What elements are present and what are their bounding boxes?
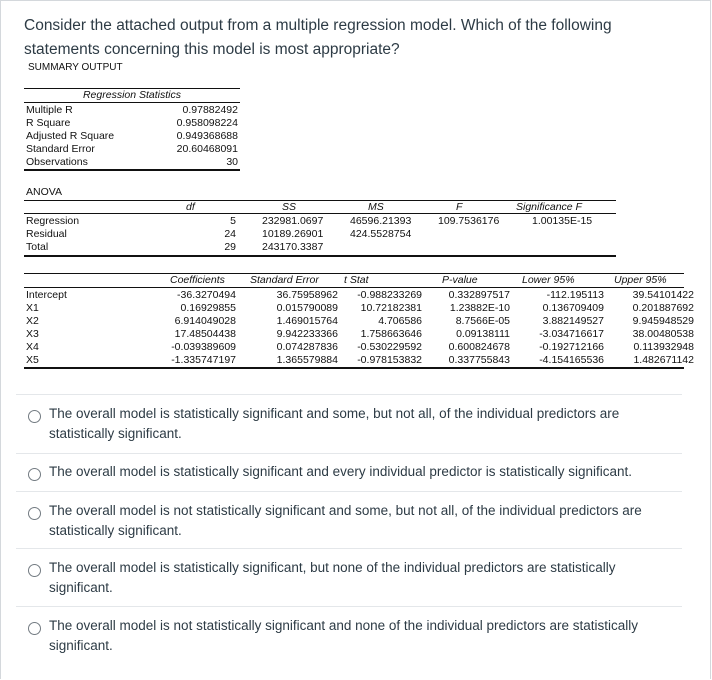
rule (24, 255, 616, 257)
coef-cell: 0.600824678 (448, 341, 510, 353)
coef-cell: 8.7566E-05 (455, 315, 510, 327)
coef-header: Upper 95% (614, 274, 667, 286)
coef-row-label: X2 (26, 315, 39, 327)
coef-header: P-value (442, 274, 478, 286)
coef-cell: 17.48504438 (174, 328, 236, 340)
radio-icon[interactable] (28, 507, 41, 520)
stat-value: 30 (226, 156, 238, 168)
coef-cell: 1.365579884 (276, 354, 338, 366)
coef-cell: 0.074287836 (276, 341, 338, 353)
radio-icon[interactable] (28, 622, 41, 635)
anova-ms: 424.5528754 (350, 228, 412, 240)
radio-icon[interactable] (28, 468, 41, 481)
coef-header: Standard Error (250, 274, 319, 286)
anova-row-label: Regression (26, 215, 80, 227)
coef-cell: -1.335747197 (171, 354, 236, 366)
stat-label: R Square (26, 117, 71, 129)
coef-cell: 0.015790089 (276, 302, 338, 314)
coef-cell: 1.23882E-10 (449, 302, 510, 314)
stat-label: Adjusted R Square (26, 130, 115, 142)
anova-f: 109.7536176 (438, 215, 500, 227)
coef-header: t Stat (344, 274, 369, 286)
question-text: Consider the attached output from a multiple regression model. Which of the following statements concerning this model is most appropriate? (24, 17, 612, 58)
coef-cell: -36.3270494 (177, 289, 236, 301)
coef-cell: 39.54101422 (632, 289, 694, 301)
anova-title: ANOVA (26, 186, 62, 198)
radio-icon[interactable] (28, 410, 41, 423)
answer-option[interactable] (16, 606, 682, 669)
stat-value: 0.97882492 (182, 104, 238, 116)
coef-cell: 38.00480538 (632, 328, 694, 340)
anova-sig: 1.00135E-15 (532, 215, 593, 227)
answer-option[interactable] (16, 548, 682, 607)
coef-cell: 36.75958962 (276, 289, 338, 301)
rule (24, 213, 616, 214)
coef-cell: 0.113932948 (633, 341, 694, 353)
answer-option[interactable] (16, 491, 682, 549)
stat-label: Observations (26, 156, 88, 168)
anova-header-significance: Significance F (516, 201, 582, 213)
coef-cell: 1.758663646 (360, 328, 422, 340)
stat-value: 20.60468091 (176, 143, 238, 155)
coef-cell: 6.914049028 (174, 315, 236, 327)
answer-option-label: The overall model is statistically significant, but none of the individual predictors are statistically significant. (49, 560, 616, 595)
answer-option-label: The overall model is statistically significant and every individual predictor is statistically significant. (49, 464, 632, 479)
radio-icon[interactable] (28, 564, 41, 577)
coef-cell: -0.988233269 (357, 289, 422, 301)
anova-df: 24 (224, 228, 236, 240)
coef-cell: -3.034716617 (539, 328, 604, 340)
anova-df: 5 (230, 215, 236, 227)
coef-cell: 0.09138111 (456, 328, 510, 340)
anova-df: 29 (224, 241, 236, 253)
coef-cell: 9.942233366 (276, 328, 338, 340)
coef-cell: 9.945948529 (632, 315, 694, 327)
coef-row-label: X5 (26, 354, 39, 366)
stat-value: 0.949368688 (176, 130, 238, 142)
rule (24, 169, 240, 171)
coef-cell: -4.154165536 (539, 354, 604, 366)
stat-label: Multiple R (26, 104, 73, 116)
coef-cell: 10.72182381 (360, 302, 422, 314)
coef-cell: -0.530229592 (357, 341, 422, 353)
coef-row-label: Intercept (26, 289, 67, 301)
answer-option-label: The overall model is statistically significant and some, but not all, of the individual predictors are statistically significant. (49, 406, 620, 441)
anova-ss: 10189.26901 (262, 228, 324, 240)
coef-cell: 0.337755843 (448, 354, 510, 366)
answer-option[interactable] (16, 394, 682, 451)
answer-option-label: The overall model is not statistically significant and some, but not all, of the individual predictors are statistically significant. (49, 503, 642, 538)
anova-header-ms: MS (368, 201, 384, 213)
coef-row-label: X4 (26, 341, 39, 353)
rule (24, 102, 240, 103)
anova-header-f: F (456, 201, 463, 213)
coef-cell: 0.16929855 (180, 302, 236, 314)
rule (24, 287, 684, 288)
anova-row-label: Total (26, 241, 49, 253)
coef-cell: -0.978153832 (357, 354, 422, 366)
coef-header: Lower 95% (522, 274, 575, 286)
anova-header-ss: SS (282, 201, 297, 213)
stat-value: 0.958098224 (176, 117, 238, 129)
coef-cell: 0.136709409 (542, 302, 604, 314)
anova-header-df: df (186, 201, 195, 213)
coef-cell: -0.192712166 (539, 341, 604, 353)
answer-option[interactable] (16, 453, 682, 492)
regression-statistics-header: Regression Statistics (82, 89, 182, 101)
rule (24, 367, 684, 369)
coef-row-label: X3 (26, 328, 39, 340)
anova-row-label: Residual (26, 228, 67, 240)
coef-cell: 3.882149527 (542, 315, 604, 327)
anova-ss: 232981.0697 (262, 215, 324, 227)
coef-cell: -112.195113 (546, 289, 604, 301)
coef-cell: 0.201887692 (632, 302, 694, 314)
coef-cell: -0.039389609 (171, 341, 236, 353)
anova-ms: 46596.21393 (350, 215, 412, 227)
coef-cell: 1.469015764 (276, 315, 338, 327)
coef-cell: 0.332897517 (448, 289, 510, 301)
summary-output-title: SUMMARY OUTPUT (28, 62, 123, 73)
coef-cell: 4.706586 (378, 315, 422, 327)
coef-cell: 1.482671142 (633, 354, 694, 366)
coef-header: Coefficients (170, 274, 225, 286)
anova-ss: 243170.3387 (262, 241, 324, 253)
coef-row-label: X1 (26, 302, 39, 314)
stat-label: Standard Error (26, 143, 95, 155)
answer-option-label: The overall model is not statistically significant and none of the individual predictors are statistically significant. (49, 618, 639, 653)
